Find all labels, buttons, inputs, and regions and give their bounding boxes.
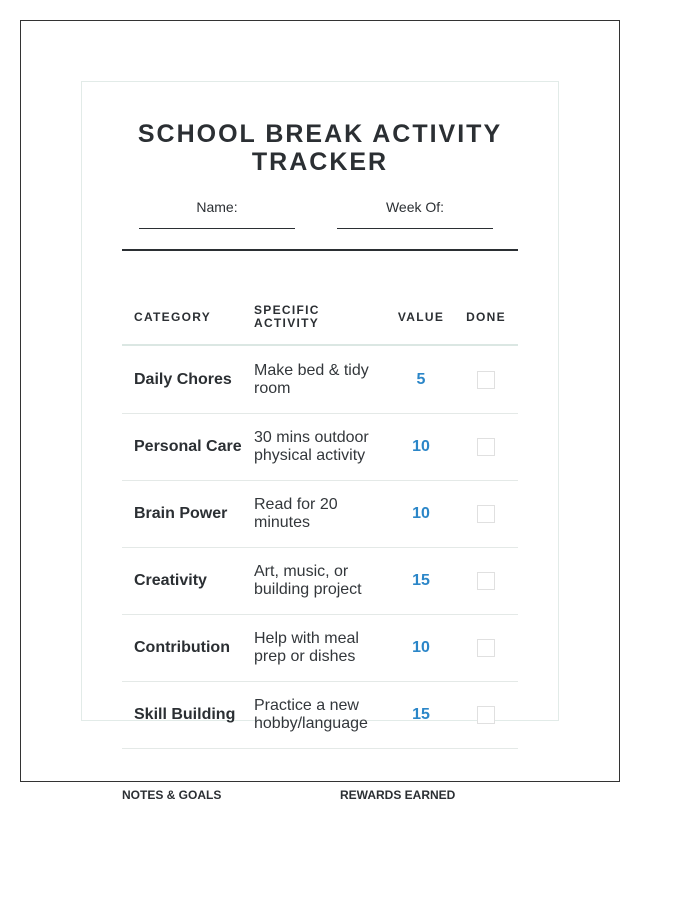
- table-row: [122, 614, 518, 682]
- value-cell: 15: [412, 705, 430, 723]
- activity-cell: 30 mins outdoor physical activity: [254, 428, 369, 464]
- week-label: Week Of:: [385, 199, 445, 215]
- category-cell: Contribution: [134, 638, 230, 656]
- category-cell: Personal Care: [134, 437, 242, 455]
- value-cell: 10: [412, 638, 430, 656]
- done-checkbox[interactable]: [477, 639, 495, 657]
- table-row: [122, 547, 518, 615]
- notes-goals-label: NOTES & GOALS: [122, 788, 222, 802]
- name-label: Name:: [196, 199, 238, 215]
- header-divider: [122, 249, 518, 251]
- page-title: SCHOOL BREAK ACTIVITY TRACKER: [137, 120, 503, 176]
- column-header-value: VALUE: [397, 310, 445, 324]
- category-cell: Creativity: [134, 571, 207, 589]
- done-checkbox[interactable]: [477, 572, 495, 590]
- table-row: [122, 346, 518, 414]
- activity-cell: Practice a new hobby/language: [254, 696, 368, 732]
- category-cell: Daily Chores: [134, 370, 232, 388]
- value-cell: 15: [412, 571, 430, 589]
- value-cell: 10: [412, 504, 430, 522]
- done-checkbox[interactable]: [477, 706, 495, 724]
- done-checkbox[interactable]: [477, 438, 495, 456]
- table-row: [122, 480, 518, 548]
- table-row: [122, 413, 518, 481]
- column-header-done: DONE: [466, 310, 506, 324]
- week-field[interactable]: [337, 228, 493, 229]
- column-header-category: CATEGORY: [134, 310, 212, 324]
- activity-cell: Make bed & tidy room: [254, 361, 369, 397]
- category-cell: Brain Power: [134, 504, 228, 522]
- activity-cell: Read for 20 minutes: [254, 495, 338, 531]
- column-header-activity: SPECIFIC ACTIVITY: [254, 303, 320, 330]
- table-row: [122, 681, 518, 749]
- rewards-earned-label: REWARDS EARNED: [340, 788, 456, 802]
- activity-cell: Help with meal prep or dishes: [254, 629, 359, 665]
- value-cell: 5: [416, 370, 426, 388]
- value-cell: 10: [412, 437, 430, 455]
- name-field[interactable]: [139, 228, 295, 229]
- category-cell: Skill Building: [134, 705, 236, 723]
- activity-cell: Art, music, or building project: [254, 562, 362, 598]
- done-checkbox[interactable]: [477, 371, 495, 389]
- done-checkbox[interactable]: [477, 505, 495, 523]
